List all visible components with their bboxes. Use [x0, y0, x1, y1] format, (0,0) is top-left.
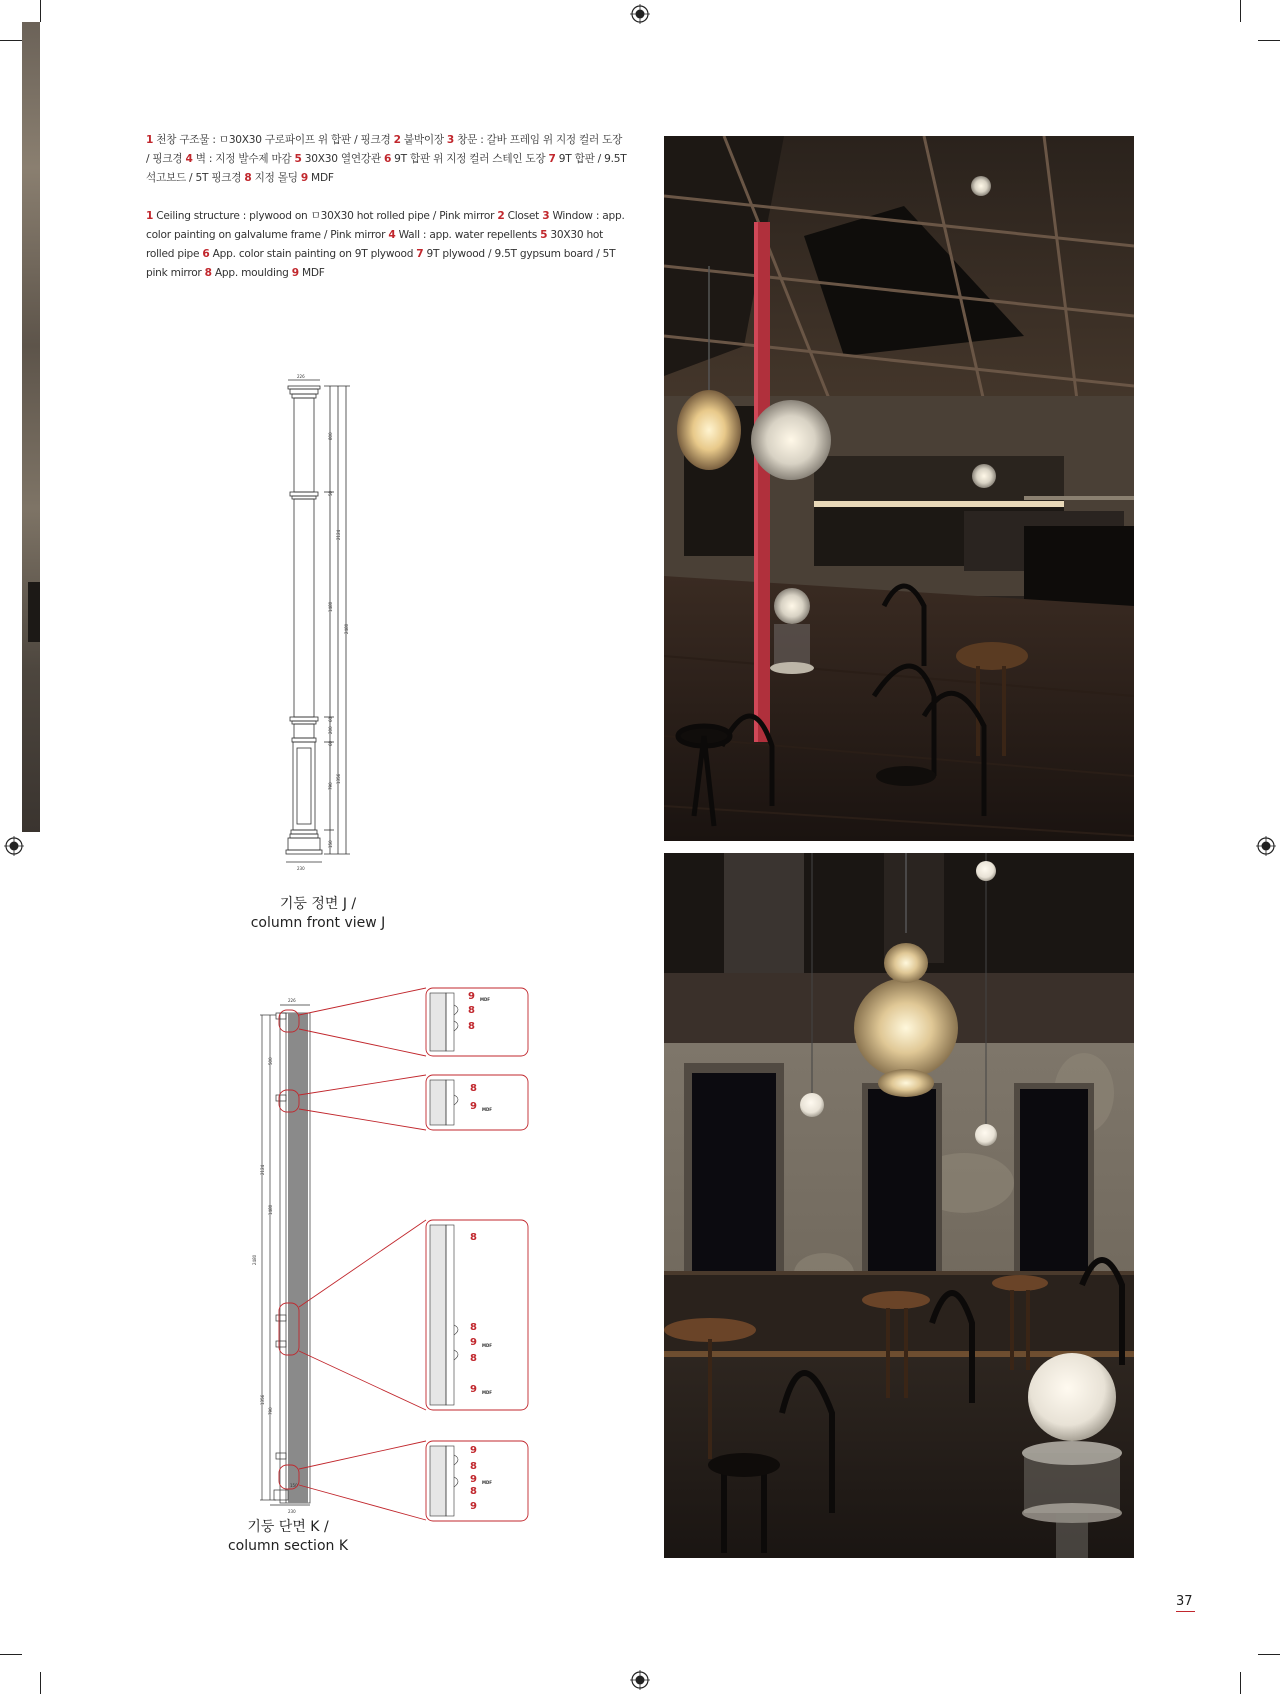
- crop-mark: [0, 40, 22, 41]
- previous-page-photo-edge: [22, 22, 40, 832]
- detail-callout-8: 8: [470, 1486, 477, 1497]
- detail-callout-9: 9: [470, 1384, 477, 1395]
- detail-callout-9: 9: [470, 1337, 477, 1348]
- crop-mark: [0, 1654, 22, 1655]
- note-text: App. moulding: [211, 267, 292, 280]
- note-number: 9: [291, 267, 299, 280]
- page-number-underline: [1176, 1611, 1195, 1612]
- note-number: 6: [202, 248, 210, 261]
- dim-label: 230: [297, 866, 305, 871]
- dim-label: 1480: [268, 1204, 273, 1215]
- note-text: MDF: [298, 267, 325, 280]
- dim-label: 1356: [336, 773, 341, 784]
- note-number: 3: [446, 134, 455, 146]
- dim-label: 2480: [252, 1254, 257, 1265]
- registration-mark-icon: [630, 1670, 650, 1690]
- page-number: 37: [1176, 1594, 1193, 1609]
- dim-label: 790: [328, 782, 333, 790]
- note-number: 5: [294, 153, 302, 166]
- note-text: 30X30 hot rolled pipe: [146, 228, 604, 261]
- note-number: 7: [416, 248, 424, 261]
- note-number: 8: [244, 172, 252, 185]
- note-number: 1: [146, 134, 154, 146]
- note-number: 1: [146, 209, 154, 222]
- note-number: 4: [185, 153, 193, 166]
- column-section-drawing: [250, 985, 540, 1525]
- notes-korean: [146, 131, 628, 189]
- registration-mark-icon: [1256, 836, 1276, 856]
- note-text: Ceiling structure : plywood on ㅁ30X30 hot rolled pipe / Pink mirror: [153, 209, 498, 222]
- dim-label: 1356: [260, 1394, 265, 1405]
- note-number: 9: [300, 172, 308, 185]
- detail-callout-9: 9: [470, 1445, 477, 1456]
- caption-section-en: column section K: [227, 1538, 349, 1554]
- note-text: 천창 구조물 : ㅁ30X30 구로파이프 위 합판 / 핑크경: [153, 134, 394, 146]
- note-text: 창문 : 갈바 프레임 위 지정 컬러 도장 / 핑크경: [146, 134, 623, 166]
- note-number: 5: [540, 228, 548, 241]
- interior-photo-upper: [664, 136, 1134, 841]
- note-number: 8: [204, 267, 212, 280]
- note-number: 3: [542, 209, 550, 222]
- caption-front-view: [218, 895, 418, 933]
- dim-label: 790: [268, 1407, 273, 1415]
- crop-mark: [1258, 40, 1280, 41]
- detail-callout-8: 8: [468, 1021, 475, 1032]
- crop-mark: [1240, 0, 1241, 22]
- note-text: App. color stain painting on 9T plywood: [209, 248, 417, 261]
- note-text: 붙박이장: [400, 134, 447, 146]
- note-number: 2: [497, 209, 505, 222]
- mdf-label: MDF: [482, 1390, 493, 1395]
- dim-label: 226: [288, 998, 296, 1003]
- crop-mark: [40, 1672, 41, 1694]
- dim-label: 2124: [260, 1164, 265, 1175]
- dim-label: 200: [328, 726, 333, 734]
- dim-label: 150: [290, 1483, 298, 1488]
- mdf-label: MDF: [482, 1480, 493, 1485]
- caption-section-view: [188, 1518, 388, 1556]
- interior-photo-lower: [664, 853, 1134, 1558]
- dim-label: 60: [328, 716, 333, 722]
- note-text: 9T plywood / 9.5T gypsum board / 5T pink mirror: [146, 248, 616, 280]
- detail-callout-8: 8: [468, 1005, 475, 1016]
- dim-label: 2124: [336, 529, 341, 540]
- note-text: MDF: [307, 172, 334, 185]
- mdf-label: MDF: [482, 1343, 493, 1348]
- detail-callout-8: 8: [470, 1461, 477, 1472]
- notes-english: [146, 207, 628, 284]
- caption-front-ko: 기둥 정면 J /: [279, 896, 357, 912]
- detail-callout-9: 9: [470, 1474, 477, 1485]
- registration-mark-icon: [4, 836, 24, 856]
- mdf-label: MDF: [482, 1107, 493, 1112]
- material-notes: [146, 131, 628, 301]
- detail-callout-8: 8: [470, 1322, 477, 1333]
- caption-section-ko: 기둥 단면 K /: [247, 1519, 329, 1535]
- note-number: 7: [548, 153, 556, 166]
- note-text: Window : app. color painting on galvalume frame / Pink mirror: [146, 209, 625, 241]
- note-text: 9T 합판 위 지정 컬러 스테인 도장: [391, 153, 549, 166]
- column-front-view-drawing: [268, 372, 368, 882]
- detail-callout-8: 8: [470, 1083, 477, 1094]
- mdf-label: MDF: [480, 997, 491, 1002]
- crop-mark: [1240, 1672, 1241, 1694]
- dim-label: 150: [328, 840, 333, 848]
- note-number: 2: [393, 134, 401, 146]
- registration-mark-icon: [630, 4, 650, 24]
- dim-label: 500: [268, 1057, 273, 1065]
- note-text: 9T 합판 / 9.5T 석고보드 / 5T 핑크경: [146, 153, 627, 185]
- dim-label: 1480: [328, 601, 333, 612]
- dim-label: 230: [288, 1509, 296, 1514]
- caption-front-en: column front view J: [250, 915, 386, 931]
- note-text: 벽 : 지정 발수제 마감: [192, 153, 295, 166]
- dim-label: 226: [297, 374, 305, 379]
- crop-mark: [40, 0, 41, 22]
- dim-label: 800: [328, 432, 333, 440]
- detail-callout-9: 9: [470, 1501, 477, 1512]
- dim-label: 2480: [344, 623, 349, 634]
- note-text: 지정 몰딩: [251, 172, 301, 185]
- note-text: Wall : app. water repellents: [395, 228, 541, 241]
- detail-callout-9: 9: [470, 1101, 477, 1112]
- note-number: 4: [388, 228, 396, 241]
- dim-label: 60: [328, 740, 333, 746]
- detail-callout-8: 8: [470, 1232, 477, 1243]
- dim-label: 50: [328, 490, 333, 496]
- detail-callout-8: 8: [470, 1353, 477, 1364]
- note-text: Closet: [504, 209, 543, 222]
- note-number: 6: [383, 153, 392, 166]
- note-text: 30X30 열연강관: [301, 153, 384, 166]
- crop-mark: [1258, 1654, 1280, 1655]
- detail-callout-9: 9: [468, 991, 475, 1002]
